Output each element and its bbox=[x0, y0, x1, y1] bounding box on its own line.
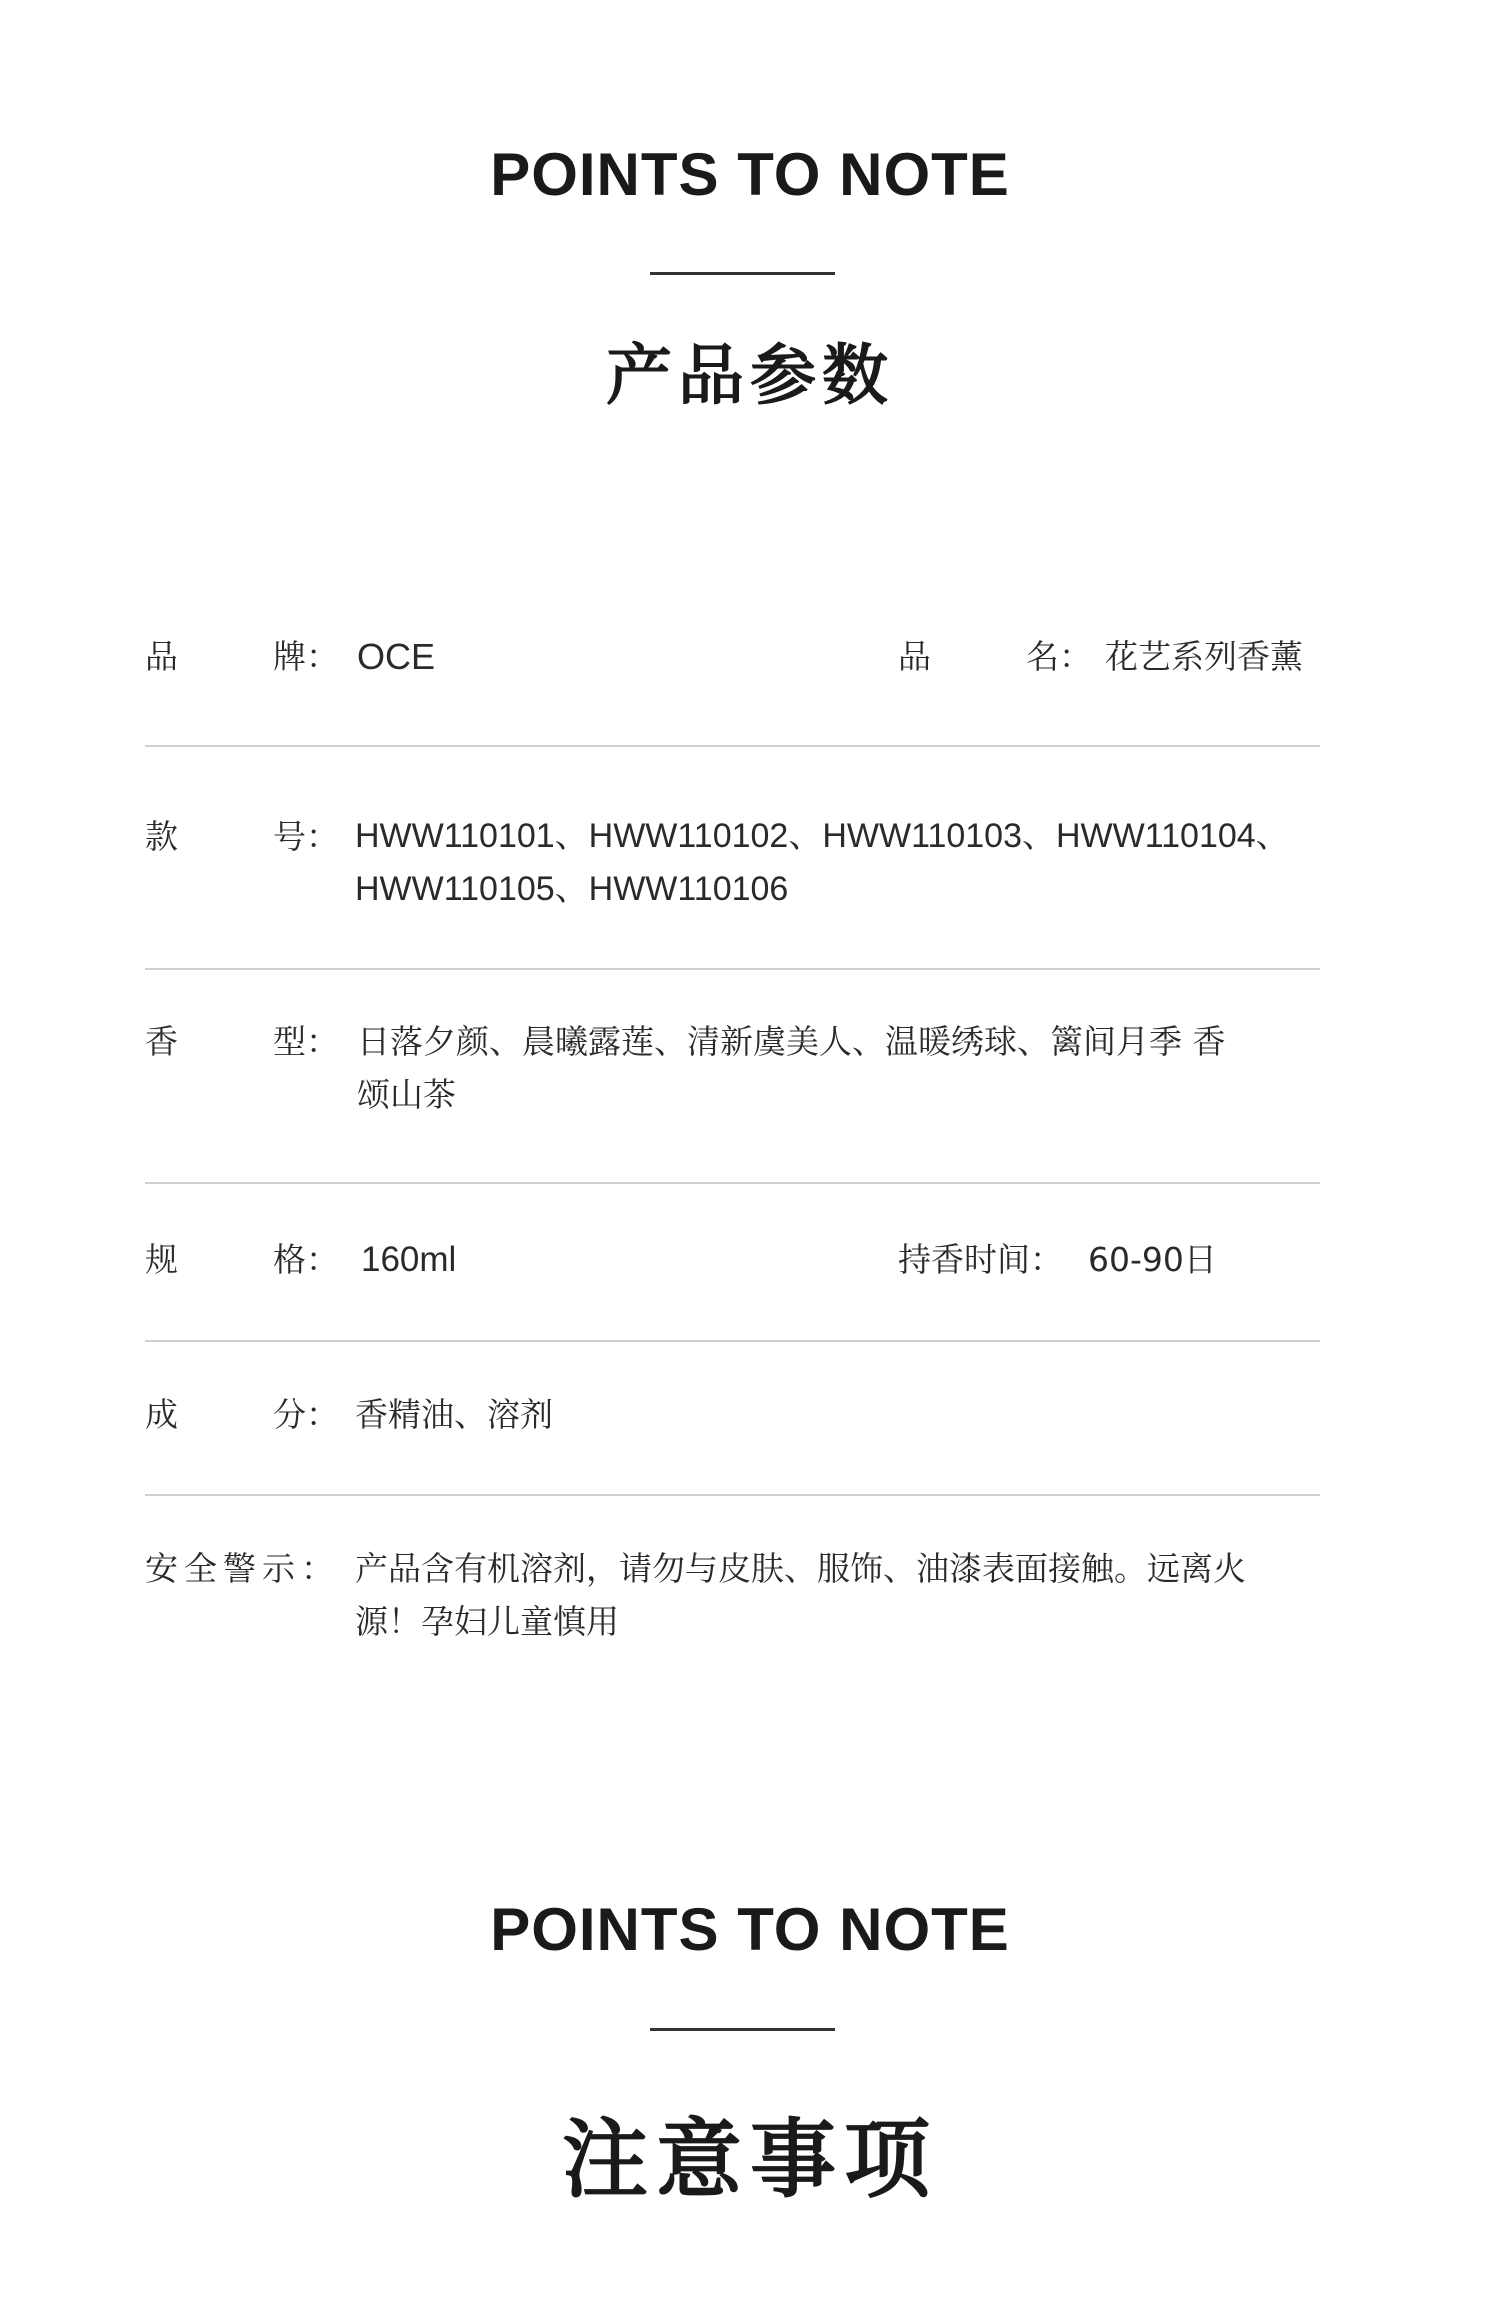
spec-label-name-char2: 名： bbox=[1026, 637, 1092, 676]
spec-label-brand-char: 品 bbox=[145, 637, 178, 676]
spec-value-scent: 日落夕颜、晨曦露莲、清新虞美人、温暖绣球、篱间月季 香颂山茶 bbox=[357, 1022, 1226, 1114]
spec-label-ingredients-char: 成 bbox=[145, 1395, 178, 1434]
spec-divider bbox=[145, 745, 1320, 747]
spec-value-brand: OCE bbox=[357, 636, 436, 677]
spec-divider bbox=[145, 968, 1320, 970]
spec-label-ingredients-char2: 分： bbox=[273, 1395, 339, 1434]
footer-title-en: POINTS TO NOTE bbox=[490, 1896, 1010, 1963]
spec-row-brand-name bbox=[145, 630, 1320, 683]
spec-divider bbox=[145, 1340, 1320, 1342]
spec-value-name: 花艺系列香薰 bbox=[1105, 637, 1303, 676]
spec-label-duration: 持香时间： bbox=[898, 1240, 1063, 1279]
spec-table bbox=[145, 630, 1320, 1670]
spec-label-scent-char: 香 bbox=[145, 1022, 178, 1061]
spec-row-ingredients bbox=[145, 1388, 1320, 1441]
spec-divider bbox=[145, 1494, 1320, 1496]
spec-label-size-char2: 格： bbox=[273, 1240, 339, 1279]
spec-row-model bbox=[145, 810, 1320, 916]
spec-label-warning: 安全警示： bbox=[145, 1549, 340, 1588]
spec-label-size-char: 规 bbox=[145, 1240, 178, 1279]
spec-value-warning: 产品含有机溶剂，请勿与皮肤、服饰、油漆表面接触。远离火源！孕妇儿童慎用 bbox=[355, 1549, 1246, 1641]
spec-label-name-char: 品 bbox=[898, 637, 931, 676]
spec-row-warning bbox=[145, 1542, 1320, 1648]
section-title-cn: 产品参数 bbox=[606, 337, 894, 414]
spec-label-brand-char2: 牌： bbox=[273, 637, 339, 676]
spec-row-scent bbox=[145, 1015, 1320, 1121]
spec-value-model: HWW110101、HWW110102、HWW110103、HWW110104、HWW110105、HWW110106 bbox=[355, 817, 1290, 908]
title-divider bbox=[650, 272, 835, 275]
spec-label-model-char2: 号： bbox=[273, 817, 339, 856]
spec-row-size-duration bbox=[145, 1233, 1320, 1286]
section-title-en: POINTS TO NOTE bbox=[490, 141, 1010, 208]
spec-value-size: 160ml bbox=[361, 1240, 457, 1279]
spec-divider bbox=[145, 1182, 1320, 1184]
spec-label-scent-char2: 型： bbox=[273, 1022, 339, 1061]
footer-title-cn: 注意事项 bbox=[562, 2110, 938, 2210]
spec-value-ingredients: 香精油、溶剂 bbox=[355, 1395, 553, 1434]
title-divider bbox=[650, 2028, 835, 2031]
spec-label-model-char: 款 bbox=[145, 817, 178, 856]
spec-value-duration: 60-90日 bbox=[1088, 1240, 1217, 1279]
